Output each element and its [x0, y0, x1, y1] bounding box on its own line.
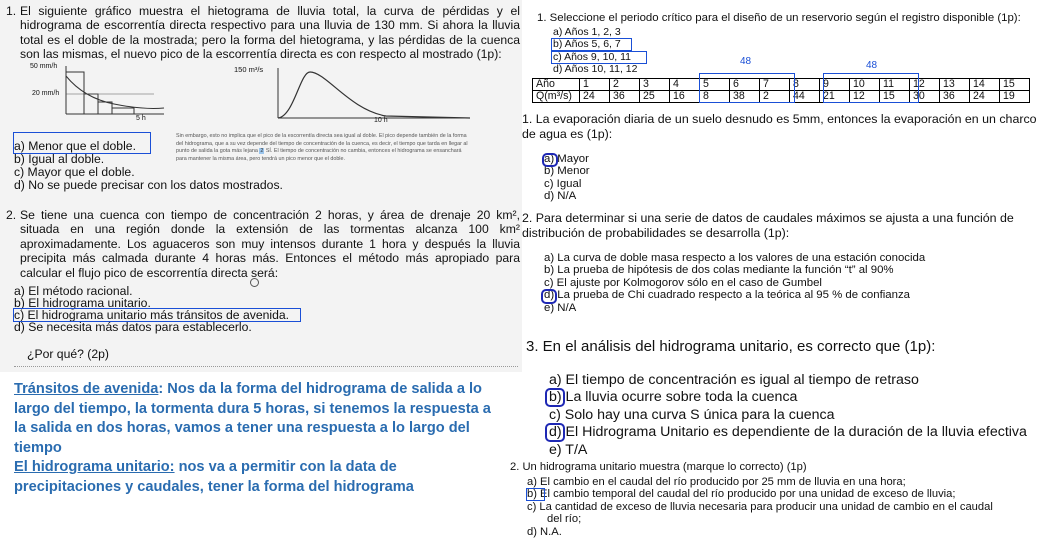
table-cell: 30 — [910, 91, 940, 103]
table-cell: 7 — [760, 79, 790, 91]
right-q5-text: 2. Un hidrograma unitario muestra (marque lo correcto) (1p) — [510, 461, 807, 473]
hyeto-label-50: 50 mm/h — [30, 63, 58, 70]
table-cell: 8 — [790, 79, 820, 91]
explanation-line-5-rest: nos va a permitir con la data de — [174, 459, 397, 475]
table-cell: 2 — [610, 79, 640, 91]
right-q2-answer-mark — [542, 153, 558, 167]
table-cell: 24 — [970, 91, 1000, 103]
table-highlight-5-7 — [699, 73, 795, 103]
right-q4-text: 3. En el análisis del hidrograma unitario, es correcto que (1p): — [526, 338, 936, 355]
left-q1-option-b[interactable]: b) Igual al doble. — [14, 152, 105, 166]
right-q2-option-b[interactable]: b) Menor — [544, 165, 590, 178]
hyeto-label-5h: 5 h — [136, 115, 146, 122]
hyetograph-figure — [54, 62, 172, 122]
note-line-2: del hidrograma, que a su vez depende del tiempo de concentración de la cuenca, es decir, el tiempo que tarda en llegar al — [176, 140, 468, 147]
table-cell: 36 — [610, 91, 640, 103]
left-q2-option-d[interactable]: d) Se necesita más datos para establecerlo. — [14, 320, 252, 334]
right-q4-option-b[interactable]: b) La lluvia ocurre sobre toda la cuenca — [549, 389, 798, 406]
right-q4-option-a[interactable]: a) El tiempo de concentración es igual al tiempo de retraso — [549, 372, 919, 388]
table-cell: 13 — [940, 79, 970, 91]
table-cell: 1 — [580, 79, 610, 91]
note-line-4: para mantener la misma área, pero tendrá un pico menor que el doble. — [176, 155, 346, 162]
right-q5-option-c-cont: del río; — [547, 513, 582, 526]
right-q1-box-b — [551, 38, 632, 51]
left-q1-answer-box — [13, 132, 151, 154]
table-cell: 15 — [880, 91, 910, 103]
left-q2-answer-box — [13, 308, 301, 322]
table-cell: 38 — [730, 91, 760, 103]
hyetograph-bars — [66, 72, 134, 114]
table-cell: 14 — [970, 79, 1000, 91]
right-q2-option-c[interactable]: c) Igual — [544, 177, 582, 190]
note-line-3-prefix: punto de salida la gota más lejana — [176, 148, 258, 155]
explanation-line-2: largo del tiempo, la tormenta dura 5 horas, si tenemos la respuesta a — [14, 400, 491, 417]
hydrograph-curve — [278, 72, 470, 118]
explanation-term-hidrograma: El hidrograma unitario: — [14, 459, 175, 475]
right-q1-sum-b: 48 — [866, 60, 878, 71]
right-q3-option-a[interactable]: a) La curva de doble masa respecto a los valores de una estación conocida — [544, 252, 926, 264]
right-q5-option-b[interactable]: b) El cambio temporal del caudal del río producido por una unidad de exceso de lluvia; — [527, 488, 956, 501]
table-cell: 10 — [850, 79, 880, 91]
right-q4-answer-mark-b — [545, 388, 565, 407]
explanation-block — [14, 380, 491, 497]
right-q5-answer-box — [526, 488, 545, 501]
right-q1-sum-a: 48 — [740, 56, 752, 67]
left-q2-text: Se tiene una cuenca con tiempo de concentración 2 horas, y área de drenaje 20 km², situada en una región donde la extensión de las tormentas alcanza 100 km² aproximadamente. Los aguaceros son muy intensos durante 1 hora y después la lluvia precipita más calmada durante 4 horas más. Entonces el método más apropiado para calcular el flujo pico de escorrentía directa será: — [20, 208, 520, 280]
right-q4-option-c[interactable]: c) Solo hay una curva S única para la cuenca — [549, 406, 835, 423]
left-q2-option-c[interactable]: c) El hidrograma unitario más tránsitos de avenida. — [14, 308, 290, 322]
table-cell: 15 — [1000, 79, 1030, 91]
left-q1-note — [176, 133, 468, 163]
right-q3-option-b[interactable]: b) La prueba de hipótesis de dos colas mediante la función “t” al 90% — [544, 264, 894, 277]
note-line-3-rest: SÍ. El tiempo de concentración no cambia, entonces el hidrograma se ensanchará — [265, 148, 462, 155]
loss-curve — [66, 76, 164, 109]
hydro-label-10h: 10 h — [374, 117, 388, 124]
table-cell: 9 — [820, 79, 850, 91]
right-q4-answer-mark-d — [545, 423, 565, 442]
table-cell: 2 — [760, 91, 790, 103]
table-highlight-9-11 — [823, 73, 919, 103]
table-cell: 12 — [850, 91, 880, 103]
explanation-term-transitos: Tránsitos de avenida — [14, 381, 159, 397]
left-q2-option-a[interactable]: a) El método racional. — [14, 284, 133, 298]
left-q1-option-c[interactable]: c) Mayor que el doble. — [14, 165, 135, 179]
table-cell: 6 — [730, 79, 760, 91]
right-q1-option-c[interactable]: c) Años 9, 10, 11 — [553, 50, 632, 63]
right-q2-option-d[interactable]: d) N/A — [544, 190, 577, 203]
right-q1-box-c — [551, 51, 647, 64]
right-q3-option-c[interactable]: c) El ajuste por Kolmogorov sólo en el caso de Gumbel — [544, 276, 822, 289]
right-q5-option-a[interactable]: a) El cambio en el caudal del río producido por 25 mm de lluvia en una hora; — [527, 476, 906, 488]
left-q1-option-d[interactable]: d) No se puede precisar con los datos mostrados. — [14, 178, 283, 192]
right-q3-option-d[interactable]: d) La prueba de Chi cuadrado respecto a la teórica al 95 % de confianza — [544, 289, 911, 302]
explanation-line-4: tiempo — [14, 439, 62, 456]
table-cell: 8 — [700, 91, 730, 103]
explanation-line-5 — [14, 458, 491, 478]
left-q1-option-a[interactable]: a) Menor que el doble. — [14, 139, 136, 153]
left-q1-block — [6, 4, 520, 62]
table-cell: 36 — [940, 91, 970, 103]
left-q2-option-b[interactable]: b) El hidrograma unitario. — [14, 296, 151, 310]
table-cell: 4 — [670, 79, 700, 91]
table-header-flow: Q(m³/s) — [533, 91, 580, 103]
hydrograph-axes — [278, 68, 470, 118]
table-header-year: Año — [533, 79, 580, 91]
explanation-line-3: la salida en dos horas, vamos a tener una respuesta a lo largo del — [14, 420, 470, 436]
right-q4-options — [549, 372, 1027, 459]
right-q1-option-a[interactable]: a) Años 1, 2, 3 — [553, 26, 621, 38]
left-q2-block — [6, 208, 520, 280]
right-q3-text: 2. Para determinar si una serie de datos de caudales máximos se ajusta a una función de distribución de probabilidades se desarrolla (1p): — [522, 211, 1014, 240]
right-q4-option-e[interactable]: e) T/A — [549, 441, 588, 458]
table-cell: 11 — [880, 79, 910, 91]
table-cell: 12 — [910, 79, 940, 91]
note-highlight-tag: 2 — [260, 148, 264, 155]
table-cell: 24 — [580, 91, 610, 103]
right-q5-option-c[interactable]: c) La cantidad de exceso de lluvia necesaria para producir una unidad de cambio en el caudal — [527, 500, 993, 513]
explanation-line-1-rest: : Nos da la forma del hidrograma de salida a lo — [158, 381, 482, 397]
table-cell: 3 — [640, 79, 670, 91]
cursor-circle-icon — [250, 278, 259, 287]
hydro-label-150: 150 m³/s — [234, 65, 264, 74]
right-q3-option-e[interactable]: e) N/A — [544, 301, 577, 314]
right-q5-options — [527, 476, 993, 538]
left-q1-text: El siguiente gráfico muestra el hietograma de lluvia total, la curva de pérdidas y el hidrograma de escorrentía directa respectivo para una lluvia de 130 mm. Si ahora la lluvia total es el doble de la mostrada; pero la forma del hietograma, y las pérdidas de la cuenca son las mismas, el nuevo pico de la escorrentía directa es con respecto al mostrado (1p): — [20, 4, 520, 62]
table-cell: 44 — [790, 91, 820, 103]
note-line-1: Sin embargo, esto no implica que el pico de la escorrentía directa sea igual al doble. El pico depende también de la forma — [176, 133, 467, 139]
right-q1-option-d[interactable]: d) Años 10, 11, 12 — [553, 63, 638, 76]
dotted-divider — [14, 366, 518, 367]
right-q2-option-a[interactable]: a) Mayor — [544, 153, 589, 165]
table-cell: 21 — [820, 91, 850, 103]
table-cell: 16 — [670, 91, 700, 103]
left-q2-number: 2. — [6, 208, 17, 222]
explanation-line-6: precipitaciones y caudales, tener la forma del hidrograma — [14, 478, 414, 495]
hyeto-label-20: 20 mm/h — [32, 90, 60, 97]
left-q1-number: 1. — [6, 4, 17, 18]
note-line-3 — [176, 148, 468, 156]
right-q4-option-d[interactable]: d) El Hidrograma Unitario es dependiente de la duración de la lluvia efectiva — [549, 424, 1027, 441]
table-cell: 25 — [640, 91, 670, 103]
right-q1-text: 1. Seleccione el periodo crítico para el diseño de un reservorio según el registro disponible (1p): — [537, 12, 1021, 24]
right-q3-answer-mark — [541, 289, 557, 304]
left-q2-why: ¿Por qué? (2p) — [27, 347, 109, 361]
right-q1-option-b[interactable]: b) Años 5, 6, 7 — [553, 38, 621, 51]
explanation-line-1 — [14, 380, 491, 400]
table-cell: 19 — [1000, 91, 1030, 103]
right-q3-options — [544, 252, 925, 314]
right-q5-option-d[interactable]: d) N.A. — [527, 525, 562, 538]
right-q2-text: 1. La evaporación diaria de un suelo desnudo es 5mm, entonces la evaporación en un charco de agua es (1p): — [522, 112, 1037, 141]
table-cell: 5 — [700, 79, 730, 91]
